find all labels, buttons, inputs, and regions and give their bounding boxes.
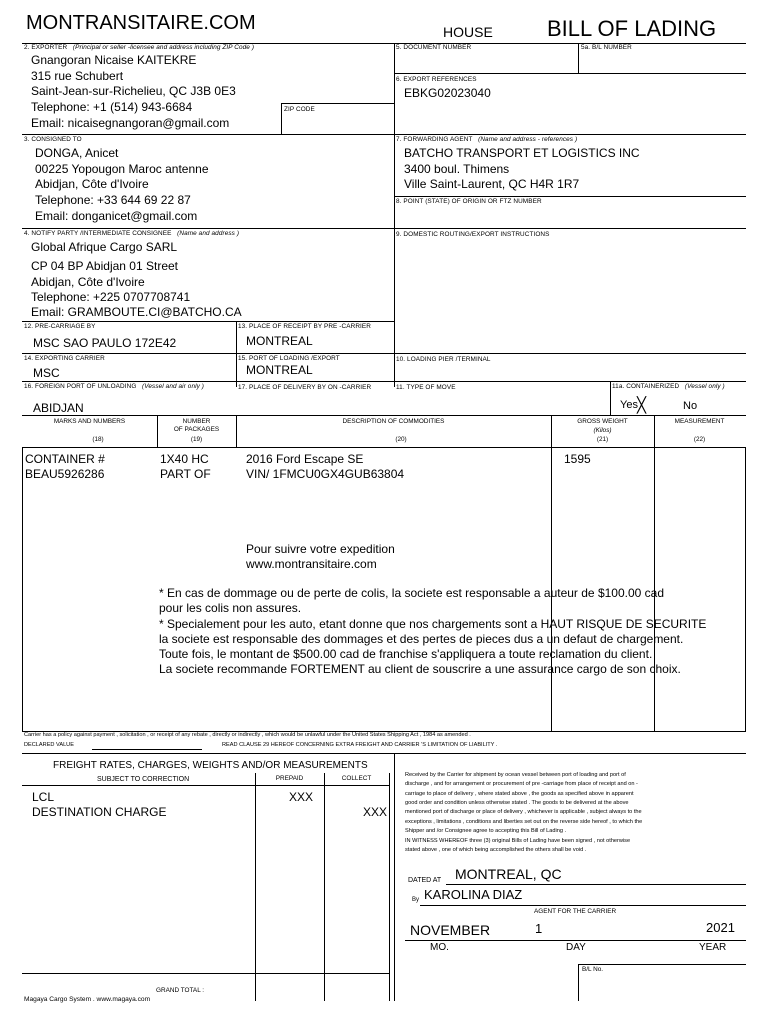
packages-count: 1X40 HC <box>160 452 209 466</box>
terms-line: IN WITNESS WHEREOF three (3) original Bills of Lading have been signed , not otherwise <box>405 838 631 844</box>
note-line: pour les colis non assures. <box>159 601 302 615</box>
rule-by <box>420 905 746 906</box>
forwarding-agent-name: BATCHO TRANSPORT ET LOGISTICS INC <box>404 146 640 160</box>
export-references-label: 6. EXPORT REFERENCES <box>396 76 477 83</box>
bl-no-label: B/L No. <box>582 966 604 973</box>
rule-docnum <box>394 73 746 74</box>
consignee-street: 00225 Yopougon Maroc antenne <box>35 162 209 176</box>
weight-header-num: (21) <box>596 436 609 443</box>
consignee-phone: Telephone: +33 644 69 22 87 <box>35 193 191 207</box>
freight-row-lcl-prepaid: XXX <box>289 790 314 804</box>
forwarding-agent-city: Ville Saint-Laurent, QC H4R 1R7 <box>404 177 580 191</box>
packages-header-1: NUMBER <box>182 418 211 425</box>
date-year: 2021 <box>706 920 735 935</box>
date-month: NOVEMBER <box>410 922 491 938</box>
signatory-name: KAROLINA DIAZ <box>424 887 523 902</box>
terms-line: Received by the Carrier for shipment by ocean vessel between port of loading and port of <box>405 772 626 778</box>
footer-credit: Magaya Cargo System . www.magaya.com <box>24 996 151 1003</box>
gross-weight-value: 1595 <box>564 452 591 466</box>
note-line: Toute fois, le montant de $500.00 cad de franchise s'appliquera a toute reclamation du client. <box>159 647 653 661</box>
rule-freight-prepaid <box>255 773 256 1001</box>
notify-party-city: Abidjan, Côte d'Ivoire <box>31 275 145 289</box>
rule-exporting-bottom <box>22 381 746 382</box>
marks-header: MARKS AND NUMBERS <box>53 418 126 425</box>
note-line: * En cas de dommage ou de perte de colis, la societe est responsable a auteur de $100.00 cad <box>159 586 664 600</box>
pre-carriage-value: MSC SAO PAULO 172E42 <box>33 336 177 350</box>
exporter-label: 2. EXPORTER (Principal or seller -licensee and address including ZIP Code ) <box>24 44 255 51</box>
exporting-carrier-value: MSC <box>33 366 60 380</box>
marks-container-label: CONTAINER # <box>25 452 105 466</box>
port-loading-value: MONTREAL <box>246 363 313 377</box>
forwarding-agent-label: 7. FORWARDING AGENT (Name and address - references ) <box>396 136 578 143</box>
rule-exporter-bottom <box>22 134 746 135</box>
freight-row-destination-label: DESTINATION CHARGE <box>32 805 167 819</box>
commodity-vin: VIN/ 1FMCU0GX4GUB63804 <box>246 467 405 481</box>
rule-blno-left <box>578 964 579 1001</box>
dated-at-label: DATED AT <box>408 877 442 884</box>
consignee-name: DONGA, Anicet <box>35 146 119 160</box>
rebate-policy-text: Carrier has a policy against payment , solicitation , or receipt of any rebate , directly or indirectly , which would be unlawful under the United States Shipping Act , 1984 as amended . <box>24 732 471 738</box>
terms-line: stated above , one of which being accomplished the others shall be void . <box>405 847 587 853</box>
containerized-yes: Yes <box>620 399 638 411</box>
tracking-text: Pour suivre votre expedition <box>246 542 395 556</box>
terms-line: mentioned port of discharge or place of delivery , whichever is applicable , subject always to the <box>405 809 642 815</box>
rule-zip-left <box>281 103 282 134</box>
rule-freight-right <box>389 773 390 1001</box>
rule-declared-value <box>92 749 202 750</box>
weight-header-1: GROSS WEIGHT <box>577 418 628 425</box>
rule-forwarding-bottom <box>394 196 746 197</box>
consignee-label: 3. CONSIGNED TO <box>24 136 82 143</box>
tracking-url: www.montransitaire.com <box>246 557 377 571</box>
description-header: DESCRIPTION OF COMMODITIES <box>342 418 445 425</box>
notify-party-name: Global Afrique Cargo SARL <box>31 240 178 254</box>
notify-party-label: 4. NOTIFY PARTY /INTERMEDIATE CONSIGNEE (Name and address ) <box>24 230 240 237</box>
packages-header-2: OF PACKAGES <box>173 426 220 433</box>
marks-container-number: BEAU5926286 <box>25 467 105 481</box>
rule-freight-total <box>22 973 389 974</box>
containerized-label: 11a. CONTAINERIZED (Vessel only ) <box>612 383 725 390</box>
containerized-no: No <box>683 400 698 412</box>
terms-line: Shipper and /or Consignee agree to accepting this Bill of Lading . <box>405 828 567 834</box>
rule-date <box>405 940 746 941</box>
terms-line: exceptions , limitations , conditions and liberties set out on the reverse side hereof , to which the <box>405 819 643 825</box>
rule-freight-head <box>22 785 389 786</box>
foreign-port-label: 16. FOREIGN PORT OF UNLOADING (Vessel and air only ) <box>24 383 205 390</box>
rule-col-measure <box>654 415 655 731</box>
notify-party-street: CP 04 BP Abidjan 01 Street <box>31 259 178 273</box>
by-label: By <box>412 897 420 903</box>
grand-total-label: GRAND TOTAL : <box>156 987 205 994</box>
read-clause-text: READ CLAUSE 29 HEREOF CONCERNING EXTRA FREIGHT AND CARRIER 'S LIMITATION OF LIABILITY . <box>222 742 498 748</box>
note-line: La societe recommande FORTEMENT au client de souscrire a une assurance cargo de son choix. <box>159 662 681 676</box>
rule-zip <box>281 103 394 104</box>
rule-bl-number <box>578 43 579 73</box>
date-year-label: YEAR <box>699 942 727 953</box>
containerized-check-mark: ╳ <box>637 397 647 414</box>
exporter-street: 315 rue Schubert <box>31 69 124 83</box>
rule-table-left <box>22 447 23 731</box>
packages-header-num: (19) <box>190 436 203 443</box>
declared-value-label: DECLARED VALUE <box>24 742 74 748</box>
port-loading-label: 15. PORT OF LOADING /EXPORT <box>238 355 340 362</box>
rule-center-lower <box>394 753 395 1001</box>
freight-row-destination-collect: XXX <box>363 805 388 819</box>
house-label: HOUSE <box>443 24 493 40</box>
exporter-phone: Telephone: +1 (514) 943-6684 <box>31 100 193 114</box>
rule-col-mid-upper <box>236 321 237 387</box>
zip-code-label: ZIP CODE <box>284 106 315 113</box>
rule-center-upper <box>394 43 395 387</box>
place-receipt-label: 13. PLACE OF RECEIPT BY PRE -CARRIER <box>238 323 371 330</box>
freight-title: FREIGHT RATES, CHARGES, WEIGHTS AND/OR MEASUREMENTS <box>53 760 368 771</box>
date-month-label: MO. <box>430 942 449 953</box>
place-delivery-label: 17. PLACE OF DELIVERY BY ON -CARRIER <box>238 384 372 391</box>
terms-line: carriage to place of delivery , where stated above , the goods as specified above in apparent <box>405 791 634 797</box>
forwarding-agent-street: 3400 boul. Thimens <box>404 162 510 176</box>
dated-at-value: MONTREAL, QC <box>455 866 562 882</box>
pre-carriage-label: 12. PRE-CARRIAGE BY <box>24 323 96 330</box>
notify-party-email: Email: GRAMBOUTE.CI@BATCHO.CA <box>31 305 242 319</box>
notify-party-phone: Telephone: +225 0707708741 <box>31 290 191 304</box>
point-origin-label: 8. POINT (STATE) OF ORIGIN OR FTZ NUMBER <box>396 198 542 205</box>
rule-blno <box>578 964 746 965</box>
freight-subject-label: SUBJECT TO CORRECTION <box>97 776 190 783</box>
rule-container-divider <box>610 381 611 415</box>
date-day: 1 <box>535 921 543 936</box>
consignee-email: Email: donganicet@gmail.com <box>35 209 198 223</box>
exporter-name: Gnangoran Nicaise KAITEKRE <box>31 53 197 67</box>
collect-label: COLLECT <box>341 775 372 782</box>
document-number-label: 5. DOCUMENT NUMBER <box>396 44 472 51</box>
domestic-routing-label: 9. DOMESTIC ROUTING/EXPORT INSTRUCTIONS <box>396 231 550 238</box>
rule-consignee-bottom <box>22 228 746 229</box>
rule-table-head-top <box>22 415 746 416</box>
bl-number-label: 5a. B/L NUMBER <box>581 44 632 51</box>
export-references-value: EBKG02023040 <box>404 86 491 100</box>
rule-col-weight <box>551 415 552 731</box>
note-line: la societe est responsable des dommages et des pertes de pieces dus a un defaut de chargement. <box>159 632 684 646</box>
type-of-move-label: 11. TYPE OF MOVE <box>396 384 456 391</box>
exporting-carrier-label: 14. EXPORTING CARRIER <box>24 355 105 362</box>
consignee-city: Abidjan, Côte d'Ivoire <box>35 177 149 191</box>
exporter-email: Email: nicaisegnangoran@gmail.com <box>31 116 230 130</box>
measurement-header-num: (22) <box>693 436 706 443</box>
weight-header-2: (Kilos) <box>593 427 612 434</box>
rule-legal-bottom <box>22 753 746 754</box>
marks-header-num: (18) <box>92 436 104 443</box>
commodity-vehicle: 2016 Ford Escape SE <box>246 452 364 466</box>
rule-dated <box>446 884 746 885</box>
rule-table-right <box>745 447 746 731</box>
note-line: * Specialement pour les auto, etant donne que nos chargements sont a HAUT RISQUE DE SECURITE <box>159 617 707 631</box>
terms-line: good order and condition unless otherwise stated . The goods to be delivered at the above <box>405 800 629 806</box>
prepaid-label: PREPAID <box>275 775 304 782</box>
foreign-port-value: ABIDJAN <box>33 401 84 415</box>
company-name: MONTRANSITAIRE.COM <box>26 12 256 34</box>
rule-freight-collect <box>324 773 325 1001</box>
date-day-label: DAY <box>566 942 586 953</box>
exporter-city: Saint-Jean-sur-Richelieu, QC J3B 0E3 <box>31 84 236 98</box>
rule-precarriage-bottom <box>22 353 746 354</box>
loading-pier-label: 10. LOADING PIER /TERMINAL <box>396 356 491 363</box>
freight-row-lcl-label: LCL <box>32 790 55 804</box>
packages-part-of: PART OF <box>160 467 211 481</box>
place-receipt-value: MONTREAL <box>246 334 313 348</box>
agent-for-carrier-label: AGENT FOR THE CARRIER <box>534 908 617 915</box>
terms-line: discharge , and for arrangement or procurement of pre -carriage from place of receipt and on - <box>405 781 638 787</box>
description-header-num: (20) <box>395 436 407 443</box>
measurement-header: MEASUREMENT <box>674 418 725 425</box>
rule-notify-bottom <box>22 321 394 322</box>
document-title: BILL OF LADING <box>547 16 717 41</box>
rule-table-head-bottom <box>22 447 746 448</box>
